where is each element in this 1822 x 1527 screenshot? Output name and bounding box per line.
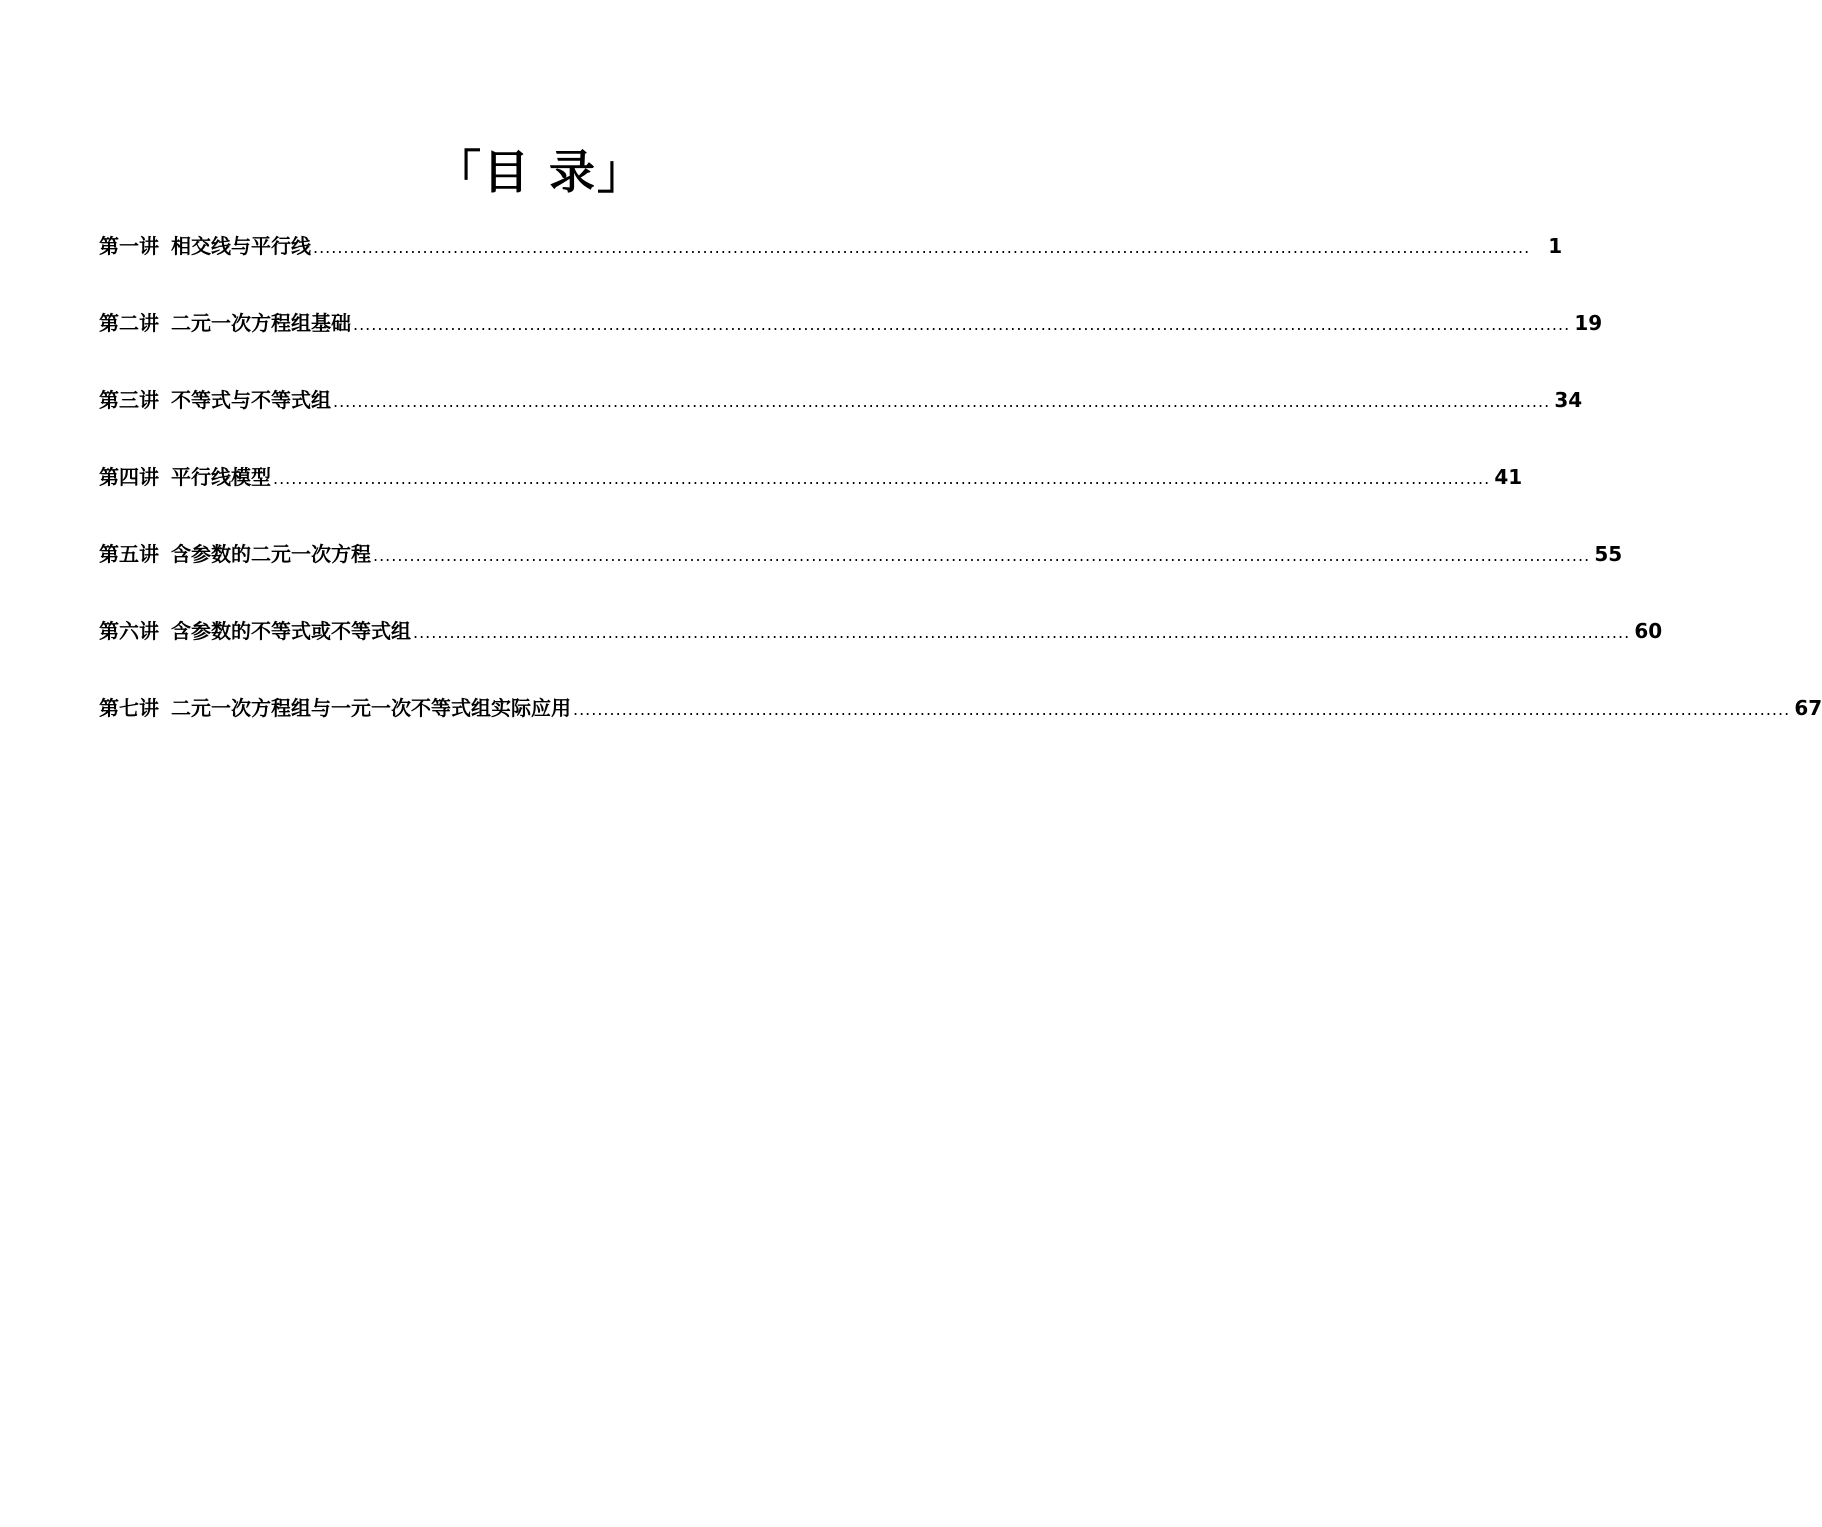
toc-lecture-number: 第四讲 — [99, 465, 159, 489]
toc-entry[interactable] — [99, 457, 1523, 534]
toc-entry[interactable] — [99, 611, 1663, 688]
toc-title: 「目 录」 — [434, 145, 645, 199]
toc-entry[interactable] — [99, 380, 1583, 457]
toc-lecture-number: 第一讲 — [99, 234, 159, 258]
toc-dot-leader: ........................................................................................................................................................................................................ — [573, 700, 1791, 719]
toc-lecture-number: 第三讲 — [99, 388, 159, 412]
toc-topic: 含参数的二元一次方程 — [171, 542, 371, 566]
toc-dot-leader: ........................................................................................................................................................................................................ — [413, 623, 1631, 642]
toc-page-number: 67 — [1794, 696, 1822, 720]
toc-lecture-number: 第二讲 — [99, 311, 159, 335]
toc-dot-leader: ........................................................................................................................................................................................................ — [313, 238, 1531, 257]
toc-entry[interactable] — [99, 226, 1563, 303]
toc-lecture-number: 第七讲 — [99, 696, 159, 720]
toc-dot-leader: ........................................................................................................................................................................................................ — [273, 469, 1491, 488]
toc-page-number: 1 — [1548, 234, 1563, 258]
toc-page-number: 55 — [1594, 542, 1623, 566]
toc-topic: 含参数的不等式或不等式组 — [171, 619, 411, 643]
toc-dot-leader: ........................................................................................................................................................................................................ — [333, 392, 1551, 411]
toc-dot-leader: ........................................................................................................................................................................................................ — [353, 315, 1571, 334]
toc-topic: 二元一次方程组与一元一次不等式组实际应用 — [171, 696, 571, 720]
toc-entry[interactable] — [99, 534, 1623, 611]
toc-page-number: 19 — [1574, 311, 1603, 335]
toc-page-number: 41 — [1494, 465, 1523, 489]
toc-lecture-number: 第五讲 — [99, 542, 159, 566]
toc-topic: 相交线与平行线 — [171, 234, 311, 258]
toc-topic: 不等式与不等式组 — [171, 388, 331, 412]
toc-topic: 平行线模型 — [171, 465, 271, 489]
toc-entry[interactable] — [99, 303, 1603, 380]
toc-entry[interactable] — [99, 688, 1822, 765]
toc-topic: 二元一次方程组基础 — [171, 311, 351, 335]
table-of-contents — [99, 226, 1822, 765]
toc-lecture-number: 第六讲 — [99, 619, 159, 643]
toc-dot-leader: ........................................................................................................................................................................................................ — [373, 546, 1591, 565]
toc-page-number: 60 — [1634, 619, 1663, 643]
toc-page-number: 34 — [1554, 388, 1583, 412]
